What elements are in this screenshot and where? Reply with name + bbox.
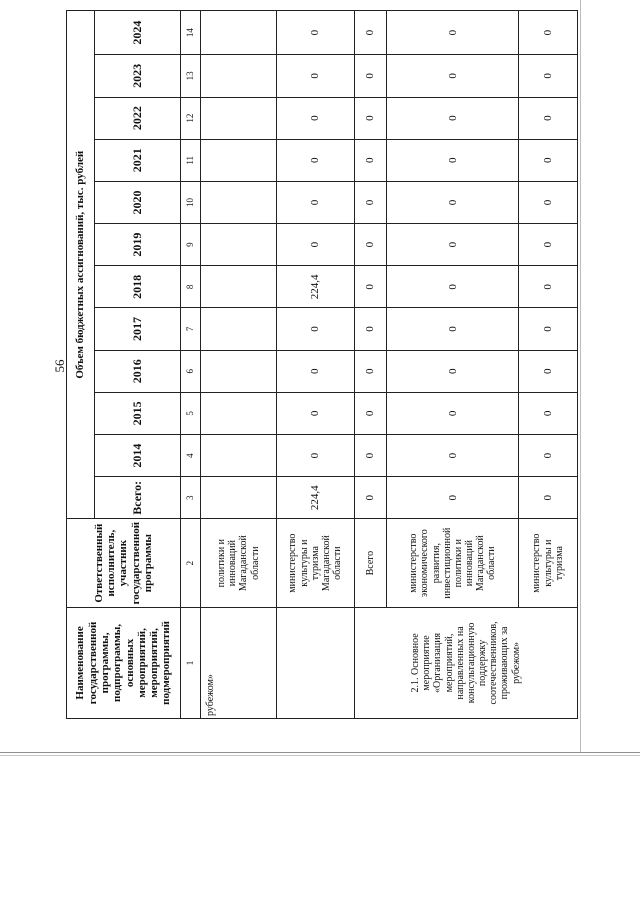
row-value: 0 xyxy=(519,435,578,477)
row-value: 0 xyxy=(354,435,387,477)
row-executor: Всего xyxy=(354,519,387,607)
row-executor: политики и инноваций Магаданской области xyxy=(201,519,277,607)
header-year: 2019 xyxy=(95,224,181,266)
row-value: 0 xyxy=(276,308,354,350)
row-value: 0 xyxy=(519,350,578,392)
row-value xyxy=(201,308,277,350)
row-value xyxy=(201,97,277,139)
header-year: 2023 xyxy=(95,55,181,97)
row-value: 0 xyxy=(276,55,354,97)
header-year: 2022 xyxy=(95,97,181,139)
row-name: рубежом» xyxy=(201,607,277,718)
row-value: 0 xyxy=(354,11,387,55)
row-executor: министерство культуры и туризма Магаданской области xyxy=(276,519,354,607)
column-number: 8 xyxy=(181,266,201,308)
row-value: 0 xyxy=(276,224,354,266)
row-value: 0 xyxy=(387,139,519,181)
header-year: 2015 xyxy=(95,392,181,434)
row-value: 0 xyxy=(354,392,387,434)
column-number: 7 xyxy=(181,308,201,350)
row-value: 0 xyxy=(276,350,354,392)
row-value: 0 xyxy=(387,55,519,97)
row-total: 0 xyxy=(387,477,519,519)
row-value: 0 xyxy=(519,392,578,434)
row-value xyxy=(201,392,277,434)
row-value: 0 xyxy=(519,139,578,181)
row-value: 0 xyxy=(519,308,578,350)
row-value: 0 xyxy=(354,350,387,392)
row-value: 0 xyxy=(519,11,578,55)
column-number: 4 xyxy=(181,435,201,477)
row-value xyxy=(201,139,277,181)
row-value: 0 xyxy=(276,435,354,477)
row-value: 0 xyxy=(387,224,519,266)
row-value: 0 xyxy=(519,266,578,308)
row-value xyxy=(201,266,277,308)
row-value: 0 xyxy=(519,55,578,97)
table-row xyxy=(354,11,387,719)
scan-line xyxy=(0,752,640,753)
row-value: 0 xyxy=(354,181,387,223)
column-number: 10 xyxy=(181,181,201,223)
row-value: 0 xyxy=(387,97,519,139)
column-number: 6 xyxy=(181,350,201,392)
row-value xyxy=(201,181,277,223)
row-value: 0 xyxy=(387,181,519,223)
table-row xyxy=(276,11,354,719)
column-number: 2 xyxy=(181,519,201,607)
row-value: 0 xyxy=(387,308,519,350)
row-value xyxy=(201,11,277,55)
row-value: 0 xyxy=(387,266,519,308)
row-total: 0 xyxy=(354,477,387,519)
row-name: 2.1. Основное мероприятие «Организация мероприятий, направленных на консультационную поддержку соотечественников, проживающих за рубежом» xyxy=(354,607,577,718)
row-value xyxy=(201,55,277,97)
column-number: 3 xyxy=(181,477,201,519)
header-year: 2017 xyxy=(95,308,181,350)
row-value: 0 xyxy=(276,139,354,181)
column-number: 1 xyxy=(181,607,201,718)
header-year: 2020 xyxy=(95,181,181,223)
column-number: 9 xyxy=(181,224,201,266)
header-total: Всего: xyxy=(95,477,181,519)
header-year: 2018 xyxy=(95,266,181,308)
row-value: 0 xyxy=(276,392,354,434)
header-executor-column: Ответственный исполнитель, участник государственной программы xyxy=(67,519,181,607)
row-value: 0 xyxy=(354,266,387,308)
header-year: 2021 xyxy=(95,139,181,181)
table-row xyxy=(201,11,277,719)
header-year: 2014 xyxy=(95,435,181,477)
column-number: 11 xyxy=(181,139,201,181)
row-value: 0 xyxy=(354,224,387,266)
row-executor: министерство экономического развития, инвестиционной политики и инноваций Магаданской области xyxy=(387,519,519,607)
row-value: 0 xyxy=(387,350,519,392)
row-value: 0 xyxy=(387,392,519,434)
row-value: 0 xyxy=(387,435,519,477)
scan-line xyxy=(0,755,640,756)
row-total xyxy=(201,477,277,519)
row-value: 224,4 xyxy=(276,266,354,308)
column-number: 14 xyxy=(181,11,201,55)
rotated-table-frame xyxy=(66,10,578,719)
column-number: 12 xyxy=(181,97,201,139)
row-value: 0 xyxy=(276,181,354,223)
row-total: 224,4 xyxy=(276,477,354,519)
row-total: 0 xyxy=(519,477,578,519)
row-value: 0 xyxy=(276,97,354,139)
header-name-column: Наименование государственной программы, подпрограммы, основных мероприятий, мероприятий, подмероприятий xyxy=(67,607,181,718)
row-value: 0 xyxy=(354,97,387,139)
header-year: 2024 xyxy=(95,11,181,55)
column-number: 5 xyxy=(181,392,201,434)
rotated-table-content xyxy=(66,10,578,719)
row-value: 0 xyxy=(519,224,578,266)
row-value: 0 xyxy=(354,139,387,181)
row-value xyxy=(201,224,277,266)
page-number: 56 xyxy=(52,359,67,373)
row-value: 0 xyxy=(354,55,387,97)
row-executor: министерство культуры и туризма xyxy=(519,519,578,607)
row-value xyxy=(201,435,277,477)
row-value: 0 xyxy=(276,11,354,55)
row-value: 0 xyxy=(387,11,519,55)
row-name xyxy=(276,607,354,718)
row-value xyxy=(201,350,277,392)
row-value: 0 xyxy=(354,308,387,350)
header-year: 2016 xyxy=(95,350,181,392)
row-value: 0 xyxy=(519,181,578,223)
budget-table xyxy=(66,10,578,719)
sheet-edge xyxy=(580,0,581,752)
row-value: 0 xyxy=(519,97,578,139)
column-number: 13 xyxy=(181,55,201,97)
header-budget-group: Объем бюджетных ассигнований, тыс. рублей xyxy=(67,11,95,519)
